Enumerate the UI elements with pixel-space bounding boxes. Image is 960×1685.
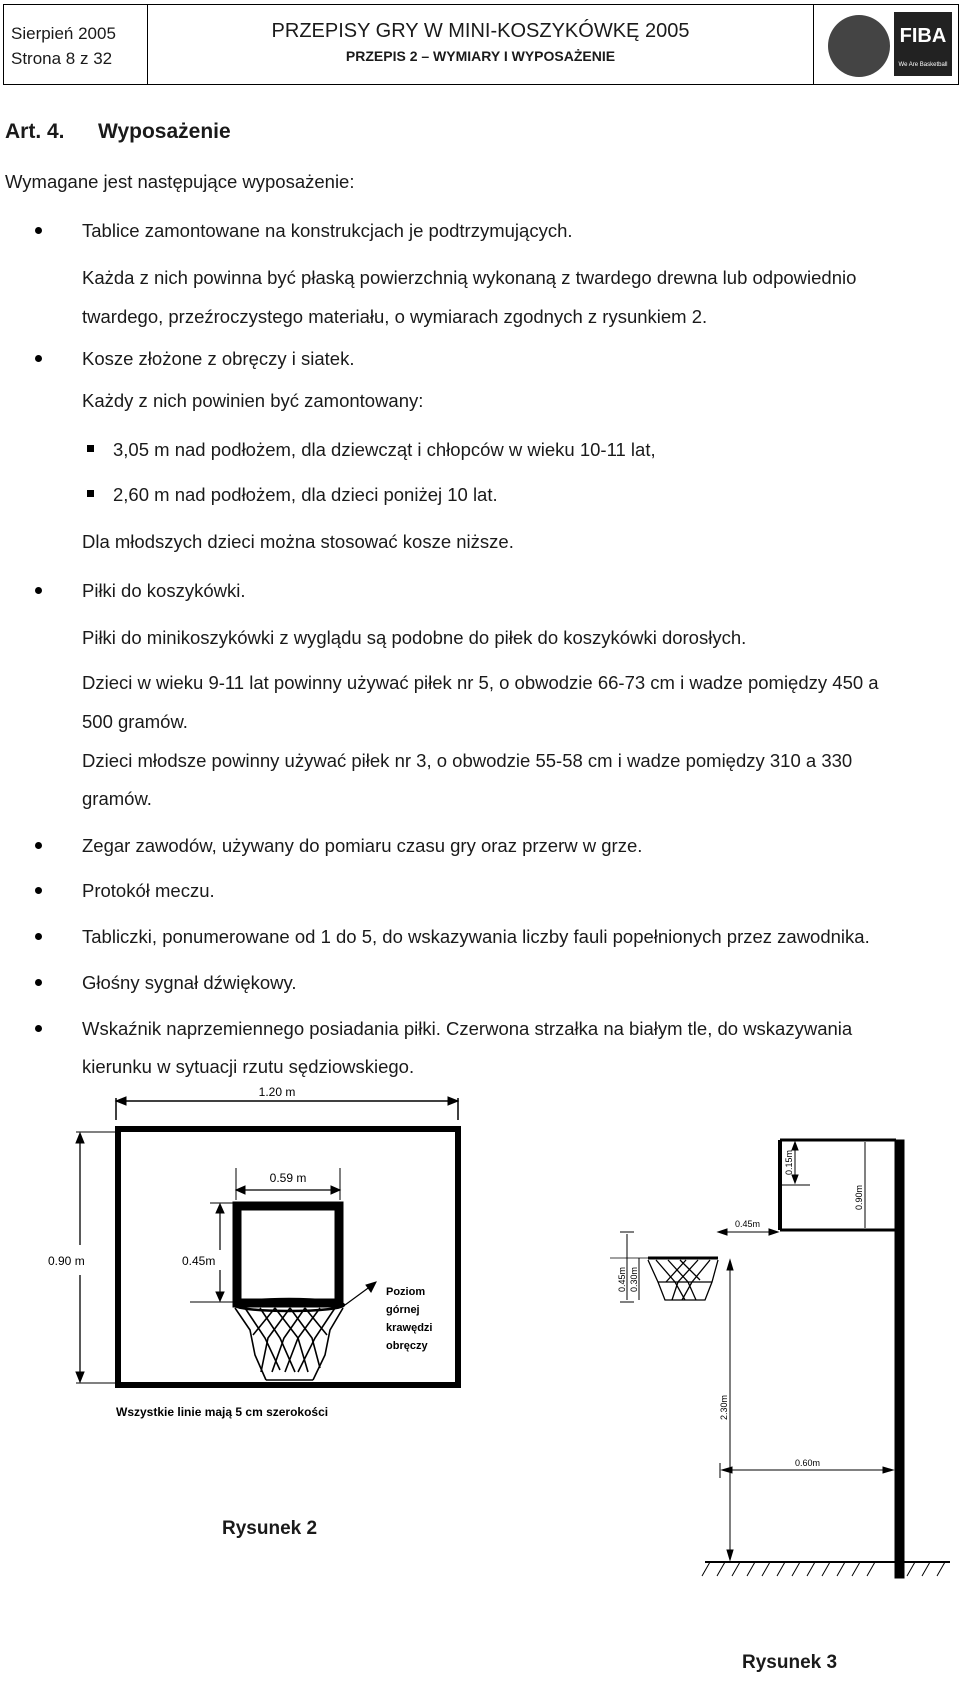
page-header [3, 4, 959, 85]
sub-list-item: 3,05 m nad podłożem, dla dziewcząt i chłopców w wieku 10-11 lat, [113, 439, 656, 460]
list-item-detail: Każdy z nich powinien być zamontowany: [82, 390, 424, 411]
basketball-globe-icon [828, 15, 890, 77]
bullet-icon [35, 979, 42, 986]
list-item: Protokół meczu. [82, 880, 215, 901]
bullet-icon [35, 355, 42, 362]
bullet-icon [35, 1025, 42, 1032]
square-bullet-icon [87, 445, 94, 452]
list-item: Kosze złożone z obręczy i siatek. [82, 348, 355, 369]
list-item-detail: Dzieci w wieku 9-11 lat powinny używać piłek nr 5, o obwodzie 66-73 cm i wadze pomiędzy 450 a [82, 672, 879, 693]
fiba-logo: FIBA We Are Basketball [894, 12, 952, 76]
list-item: Głośny sygnał dźwiękowy. [82, 972, 297, 993]
bullet-icon [35, 587, 42, 594]
sub-list-item: 2,60 m nad podłożem, dla dzieci poniżej 10 lat. [113, 484, 498, 505]
bullet-icon [35, 842, 42, 849]
dim-height-label: 0.90 m [48, 1254, 85, 1268]
figure2-caption: Rysunek 2 [222, 1518, 318, 1539]
figure-side-view-diagram [617, 1120, 950, 1600]
list-item: Wskaźnik naprzemiennego posiadania piłki. Czerwona strzałka na białym tle, do wskazywania [82, 1018, 853, 1039]
header-date: Sierpień 2005 [11, 24, 116, 43]
list-item-detail: gramów. [82, 788, 152, 809]
header-page-number: Strona 8 z 32 [11, 49, 113, 68]
header-center [148, 5, 814, 84]
document-title: PRZEPISY GRY W MINI-KOSZYKÓWKĘ 2005 [271, 20, 690, 42]
dim-width-label: 1.20 m [258, 1085, 296, 1099]
dim-060-label: 0.60m [795, 1458, 821, 1468]
article-title: Wyposażenie [98, 120, 231, 143]
list-item-detail: Każda z nich powinna być płaską powierzchnią wykonaną z twardego drewna lub odpowiednio [82, 267, 857, 288]
list-item-detail: Dla młodszych dzieci można stosować kosze niższe. [82, 531, 514, 552]
header-logo [814, 5, 958, 84]
list-item: Zegar zawodów, używany do pomiaru czasu gry oraz przerw w grze. [82, 835, 643, 856]
list-item-detail: Piłki do minikoszykówki z wyglądu są podobne do piłek do koszykówki dorosłych. [82, 627, 747, 648]
bullet-icon [35, 227, 42, 234]
dim-230-label: 2.30m [719, 1394, 729, 1420]
list-item: Piłki do koszykówki. [82, 580, 246, 601]
rim-label-line1: Poziom [386, 1286, 426, 1298]
dim-015-label: 0.15m [784, 1149, 794, 1175]
list-item-detail: twardego, przeźroczystego materiału, o wymiarach zgodnych z rysunkiem 2. [82, 306, 708, 327]
bullet-icon [35, 933, 42, 940]
document-subtitle: PRZEPIS 2 – WYMIARY I WYPOSAŻENIE [345, 48, 616, 64]
figure-backboard-diagram [40, 1080, 520, 1570]
intro-text: Wymagane jest następujące wyposażenie: [5, 171, 355, 192]
dim-inner-width-label: 0.59 m [269, 1171, 307, 1185]
header-left [4, 5, 148, 84]
dim-inner-height-label: 0.45m [182, 1254, 216, 1268]
list-item-detail: kierunku w sytuacji rzutu sędziowskiego. [82, 1056, 415, 1077]
rim-label-line4: obręczy [386, 1340, 428, 1352]
list-item-detail: Dzieci młodsze powinny używać piłek nr 3, o obwodzie 55-58 cm i wadze pomiędzy 310 a 330 [82, 750, 853, 771]
square-bullet-icon [87, 490, 94, 497]
dim-030-label: 0.30m [629, 1266, 639, 1292]
list-item: Tablice zamontowane na konstrukcjach je podtrzymujących. [82, 220, 573, 241]
dim-045-label: 0.45m [735, 1219, 761, 1229]
article-number: Art. 4. [5, 120, 65, 143]
list-item-detail: 500 gramów. [82, 711, 188, 732]
line-width-note: Wszystkie linie mają 5 cm szerokości [116, 1405, 329, 1419]
list-item: Tabliczki, ponumerowane od 1 do 5, do wskazywania liczby fauli popełnionych przez zawodnika. [82, 926, 870, 947]
dim-090-label: 0.90m [854, 1184, 864, 1210]
rim-label-line3: krawędzi [386, 1322, 433, 1334]
article-heading [5, 120, 231, 144]
bullet-icon [35, 887, 42, 894]
figure3-caption: Rysunek 3 [742, 1652, 838, 1673]
rim-label-line2: górnej [386, 1304, 420, 1316]
dim-045v-label: 0.45m [617, 1266, 627, 1292]
